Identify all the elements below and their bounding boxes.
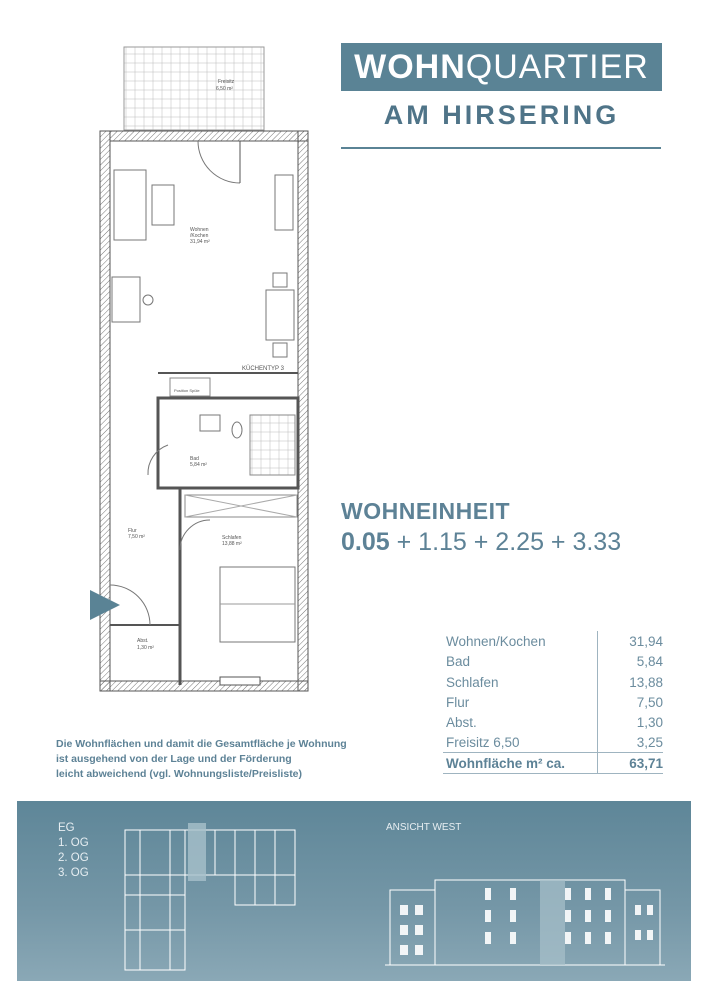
area-name: Bad	[446, 654, 471, 670]
site-plan	[120, 815, 300, 975]
unit-number-primary: 0.05	[341, 528, 390, 556]
area-name: Wohnen/Kochen	[446, 634, 546, 649]
logo-word-bold: WOHN	[354, 48, 466, 86]
area-value: 13,88	[629, 674, 663, 690]
label-freisitz: Freisitz	[218, 79, 235, 85]
area-row	[443, 713, 663, 733]
area-name: Freisitz 6,50	[446, 735, 520, 751]
floor-label-2og: 2. OG	[58, 852, 89, 864]
note-line: ist ausgehend von der Lage und der Förderung	[56, 753, 292, 765]
building-elevation	[385, 860, 665, 970]
door-arc	[198, 141, 240, 183]
wall-top	[110, 131, 308, 141]
area-total-row	[443, 754, 663, 774]
area-value: 7,50	[636, 694, 663, 710]
area-row	[443, 652, 663, 672]
area-row	[443, 733, 663, 753]
area-total-value: 63,71	[629, 755, 663, 771]
area-bad: 5,84 m²	[190, 462, 207, 468]
area-note	[56, 737, 376, 782]
side-table	[152, 185, 174, 225]
area-value: 31,94	[629, 634, 663, 649]
view-label: ANSICHT WEST	[386, 822, 462, 833]
note-line: leicht abweichend (vgl. Wohnungsliste/Preisliste)	[56, 768, 303, 780]
area-schlafen: 13,88 m²	[222, 541, 242, 547]
label-schlafen: Schlafen	[222, 535, 242, 541]
logo	[341, 43, 662, 91]
kitchen-sink-position	[170, 378, 210, 396]
area-abst: 1,30 m²	[137, 645, 154, 651]
floor-label-1og: 1. OG	[58, 837, 89, 849]
area-name: Schlafen	[446, 674, 499, 690]
unit-heading: WOHNEINHEIT	[341, 498, 511, 524]
label-flur: Flur	[128, 528, 137, 534]
label-kochen: /Kochen	[190, 233, 209, 239]
area-total-name: Wohnfläche m² ca.	[446, 755, 566, 771]
area-wohnen: 31,94 m²	[190, 239, 210, 245]
area-value: 1,30	[636, 715, 663, 731]
area-value: 5,84	[636, 654, 663, 670]
terrace	[124, 47, 264, 130]
area-row	[443, 693, 663, 713]
area-row	[443, 632, 663, 652]
label-abst: Abst.	[137, 638, 149, 644]
area-flur: 7,50 m²	[128, 534, 145, 540]
unit-number-rest: + 1.15 + 2.25 + 3.33	[389, 528, 622, 556]
label-wohnen: Wohnen	[190, 227, 209, 233]
logo-subtitle: AM HIRSERING	[383, 100, 620, 130]
area-name: Flur	[446, 694, 470, 710]
label-kuechentyp: KÜCHENTYP 3	[242, 366, 284, 372]
site-plan-highlight	[188, 823, 206, 881]
floor-plan	[90, 45, 335, 695]
dining-table	[266, 290, 294, 340]
logo-word-thin: QUARTIER	[465, 48, 649, 86]
floor-label-eg: EG	[58, 822, 75, 834]
area-value: 3,25	[636, 735, 663, 751]
elevation-highlight	[540, 880, 565, 965]
label-kueche-position: Position Spüle	[174, 388, 200, 393]
desk	[112, 277, 140, 322]
logo-divider	[341, 147, 661, 149]
area-table	[443, 632, 663, 774]
cabinet	[275, 175, 293, 230]
floor-label-3og: 3. OG	[58, 867, 89, 879]
sofa	[114, 170, 146, 240]
area-freisitz: 6,50 m²	[216, 86, 233, 92]
area-name: Abst.	[446, 715, 477, 731]
label-bad: Bad	[190, 456, 199, 462]
wall-bottom	[100, 681, 308, 691]
area-row	[443, 673, 663, 693]
note-line: Die Wohnflächen und damit die Gesamtfläche je Wohnung	[56, 738, 347, 750]
unit-number	[341, 528, 621, 557]
